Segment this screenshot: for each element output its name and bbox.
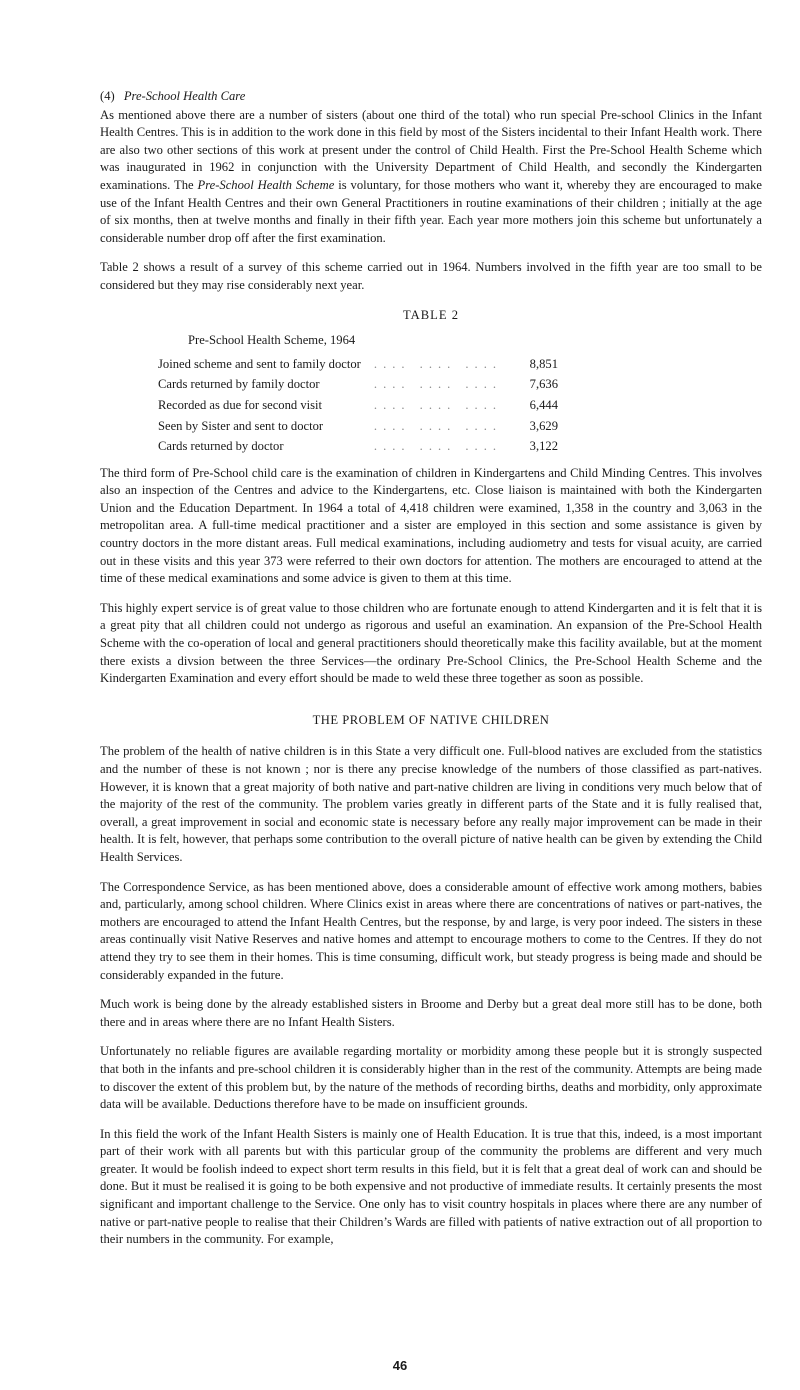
paragraph: The third form of Pre-School child care is the examination of children in Kindergartens and Child Minding Centres. This involves also an inspection of the Centres and advice to the Kindergartens, etc. Close liaison is maintained with both the Kindergarten Union and the Education Department. In 1964 a total of 4,418 children were examined, 1,358 in the country and 3,063 in the metropolitan area. A full-time medical practitioner and a sister are employed in this section and some assistance is given by country doctors in the more distant areas. Full medical examinations, including audiometry and tests for visual acuity, are carried out in these visits and this year 373 were referred to their own doctors for attention. The mothers are encouraged to attend at the time of these medical examinations and some advice is given to them at this time.: [100, 465, 762, 586]
paragraph: The problem of the health of native children is in this State a very difficult one. Full-blood natives are excluded from the statistics and the number of these is not known ; nor is there any precise knowledge of the numbers of those classified as part-natives. However, it is known that a great majority of both native and part-native children are living in conditions very much below that of the majority of the rest of the community. The problem varies greatly in different parts of the State and it is fully realised that, overall, a great improvement in social and economic state is necessary before any really major improvement can be made in their health. It is felt, however, that perhaps some contribution to the overall picture of native health can be given by extending the Child Health Services.: [100, 744, 762, 864]
section-number: (4): [100, 89, 115, 103]
row-value: 7,636: [529, 377, 558, 392]
row-value: 8,851: [529, 356, 558, 371]
paragraph-text: As mentioned above there are a number of sisters (about one third of the total) who run special Pre-school Clinics in the Infant Health Centres. This is in addition to the work done in this field by most of the Sisters incidental to their Infant Health work. There are also two other sections of this work at present under the control of Child Health. First the Pre-School Health Scheme which was inaugurated in 1962 in conjunction with the University Department of Child Health, and secondly the Kindergarten examinations. The: [100, 107, 762, 192]
paragraph: In this field the work of the Infant Health Sisters is mainly one of Health Education. It is true that this, indeed, is a most important part of their work with all parents but with this particular group of the community the problems are different and very much greater. It would be foolish indeed to expect short term results in this field, but it is felt that a great deal of work can and should be done. But it must be realised it is going to be both expensive and not productive of immediate results. It certainly presents the most significant and important challenge to the Service. One only has to visit country hospitals in places where there are any number of native or part-native people to realise that their Children’s Wards are filled with patients of native extraction out of all proportion to their numbers in the community. For example,: [100, 1126, 762, 1247]
leader-dots: .... .... ....: [373, 377, 502, 392]
paragraph-text: is voluntary, for those mothers who want it, whereby they are encouraged to make use of the Infant Health Centres and their own General Practitioners in routine examinations of their children ; initially at the age of six months, then at twelve months and finally in their fifth year. Each year more mothers join this scheme but unfortunately a considerable number drop off after the first examination.: [100, 177, 762, 245]
section-heading: [100, 88, 762, 106]
table-row: [158, 416, 558, 437]
section-title: Pre-School Health Care: [123, 89, 246, 103]
paragraph-text: Table 2 shows a result of a survey of this scheme carried out in 1964. Numbers involved in the fifth year are too small to be considered but they may rise considerably next year.: [100, 260, 762, 292]
row-label: Recorded as due for second visit: [158, 397, 323, 412]
paragraph: Much work is being done by the already established sisters in Broome and Derby but a great deal more still has to be done, both there and in areas where there are no Infant Health Sisters.: [100, 997, 762, 1029]
page-body: [100, 88, 762, 1261]
italic-text: Pre-School Health Scheme: [197, 177, 335, 192]
row-label: Cards returned by doctor: [158, 439, 284, 454]
table-row: [158, 374, 558, 395]
paragraph: [100, 259, 762, 294]
leader-dots: .... .... ....: [373, 439, 502, 454]
row-label: Seen by Sister and sent to doctor: [158, 418, 324, 433]
table-title: TABLE 2: [402, 307, 459, 322]
leader-dots: .... .... ....: [373, 418, 502, 433]
paragraph: The Correspondence Service, as has been mentioned above, does a considerable amount of effective work among mothers, babies and, particularly, among school children. Where Clinics exist in areas where there are concentrations of natives or part-natives, the mothers are encouraged to attend the Infant Health Centres, but the response, by and large, is very poor indeed. The sisters in these areas continually visit Native Reserves and native homes and attempt to encourage mothers to come to the Centres. If they do not attend they try to see them in their homes. This is time consuming, difficult work, but steady progress is being made and should be considerably expanded in the future.: [100, 879, 762, 982]
page-number: 46: [392, 1358, 408, 1373]
table-caption: Pre-School Health Scheme, 1964: [188, 333, 356, 348]
paragraph: This highly expert service is of great value to those children who are fortunate enough to attend Kindergarten and it is felt that it is a great pity that all children could not undergo as rigorous and useful an examination. An expansion of the Pre-School Health Scheme with the co-operation of local and general practitioners should theoretically make this facility available, but at the moment there exists a divsion between the three Services—the ordinary Pre-School Clinics, the Pre-School Health Scheme and the Kindergarten Examination and every effort should be made to weld these three together as soon as possible.: [100, 600, 762, 686]
row-value: 3,122: [529, 439, 558, 454]
paragraph: [100, 107, 762, 248]
leader-dots: .... .... ....: [373, 356, 502, 371]
intro-paragraphs: [100, 107, 762, 295]
table-row: [158, 395, 558, 416]
row-value: 3,629: [529, 418, 558, 433]
native-paragraphs: [100, 743, 762, 1248]
native-children-heading: THE PROBLEM OF NATIVE CHILDREN: [312, 712, 550, 727]
row-label: Joined scheme and sent to family doctor: [158, 356, 361, 371]
statistics-table: [100, 354, 558, 457]
table-row: [158, 354, 558, 375]
middle-paragraphs: [100, 465, 762, 688]
row-label: Cards returned by family doctor: [158, 377, 320, 392]
leader-dots: .... .... ....: [373, 397, 502, 412]
table-row: [158, 436, 558, 457]
paragraph: Unfortunately no reliable figures are available regarding mortality or morbidity among these people but it is strongly suspected that both in the infants and pre-school children it is considerably higher than in the rest of the community. Attempts are being made to discover the extent of this problem but, by the nature of the methods of recording births, deaths and morbidity, only approximate data will be available. Deductions therefore have to be made on insufficient grounds.: [100, 1044, 762, 1112]
row-value: 6,444: [529, 397, 558, 412]
